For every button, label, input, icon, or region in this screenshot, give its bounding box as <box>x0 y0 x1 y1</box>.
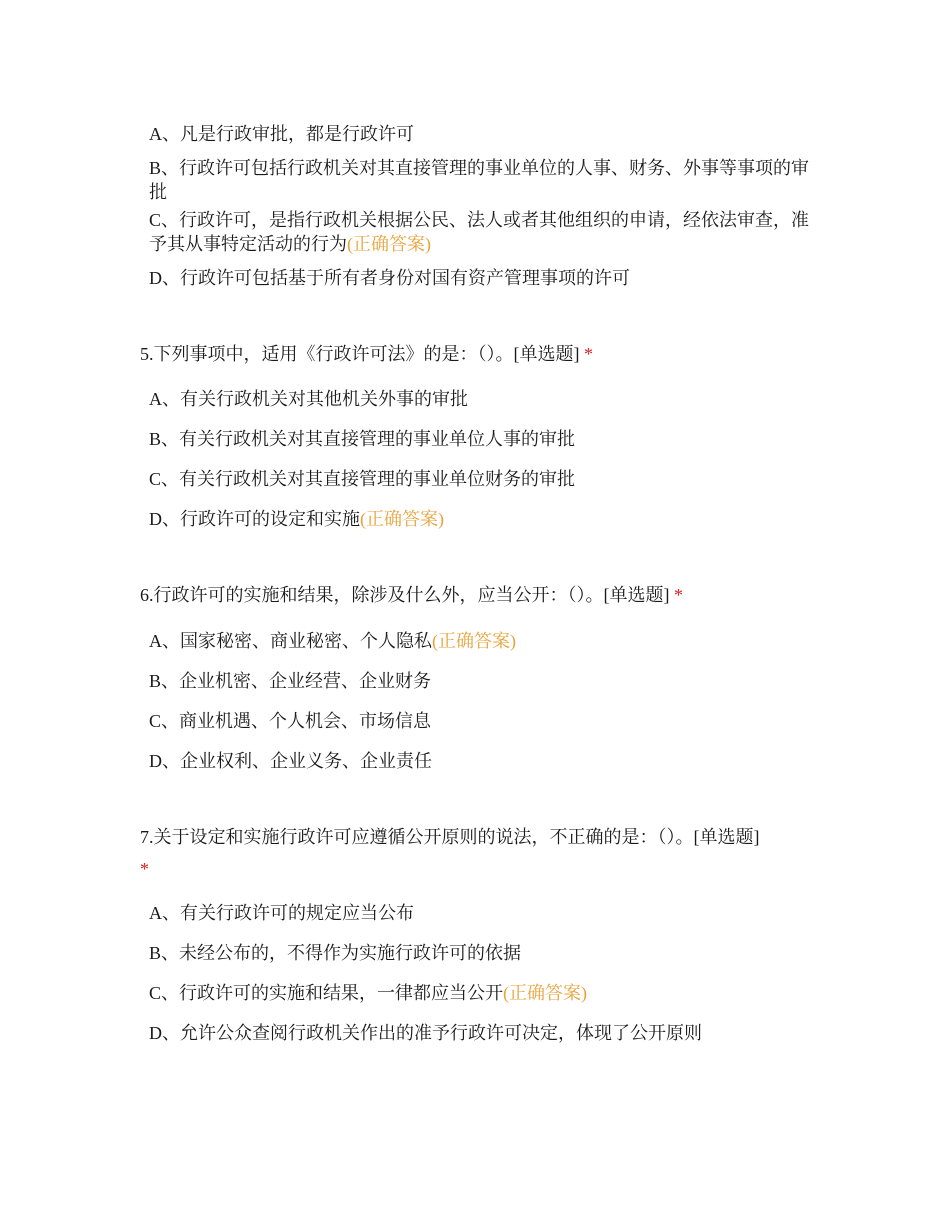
q5-option-a[interactable]: A、有关行政机关对其他机关外事的审批 <box>149 389 468 409</box>
required-mark: * <box>140 859 149 879</box>
q6-option-c[interactable]: C、商业机遇、个人机会、市场信息 <box>149 711 432 731</box>
q5-option-c[interactable]: C、有关行政机关对其直接管理的事业单位财务的审批 <box>149 469 576 489</box>
correct-answer-tag: (正确答案) <box>360 509 444 529</box>
q7-option-a[interactable]: A、有关行政许可的规定应当公布 <box>149 903 414 923</box>
correct-answer-tag: (正确答案) <box>432 631 516 651</box>
q5-option-d[interactable]: D、行政许可的设定和实施(正确答案) <box>149 509 444 529</box>
q4-option-d[interactable]: D、行政许可包括基于所有者身份对国有资产管理事项的许可 <box>149 268 630 288</box>
q7-title: 7.关于设定和实施行政许可应遵循公开原则的说法，不正确的是：（）。[单选题] * <box>140 827 760 879</box>
q6-option-d[interactable]: D、企业权利、企业义务、企业责任 <box>149 751 432 771</box>
q7-option-c[interactable]: C、行政许可的实施和结果，一律都应当公开(正确答案) <box>149 983 588 1003</box>
q4-option-c[interactable]: C、行政许可，是指行政机关根据公民、法人或者其他组织的申请，经依法审查，准予其从事特定活动的行为(正确答案) <box>149 210 810 254</box>
required-mark: * <box>584 344 593 364</box>
q4-option-a[interactable]: A、凡是行政审批，都是行政许可 <box>149 124 414 144</box>
q6-option-a[interactable]: A、国家秘密、商业秘密、个人隐私(正确答案) <box>149 631 516 651</box>
q4-option-b[interactable]: B、行政许可包括行政机关对其直接管理的事业单位的人事、财务、外事等事项的审批 <box>149 158 810 202</box>
required-mark: * <box>674 585 683 605</box>
q7-option-d[interactable]: D、允许公众查阅行政机关作出的准予行政许可决定，体现了公开原则 <box>149 1023 702 1043</box>
correct-answer-tag: (正确答案) <box>503 983 588 1003</box>
correct-answer-tag: (正确答案) <box>347 234 431 254</box>
q6-option-b[interactable]: B、企业机密、企业经营、企业财务 <box>149 671 432 691</box>
q5-option-b[interactable]: B、有关行政机关对其直接管理的事业单位人事的审批 <box>149 429 576 449</box>
q6-title: 6.行政许可的实施和结果，除涉及什么外，应当公开：（）。[单选题] * <box>140 585 683 605</box>
q5-title: 5.下列事项中，适用《行政许可法》的是：（）。[单选题] * <box>140 344 593 364</box>
q7-option-b[interactable]: B、未经公布的，不得作为实施行政许可的依据 <box>149 943 522 963</box>
